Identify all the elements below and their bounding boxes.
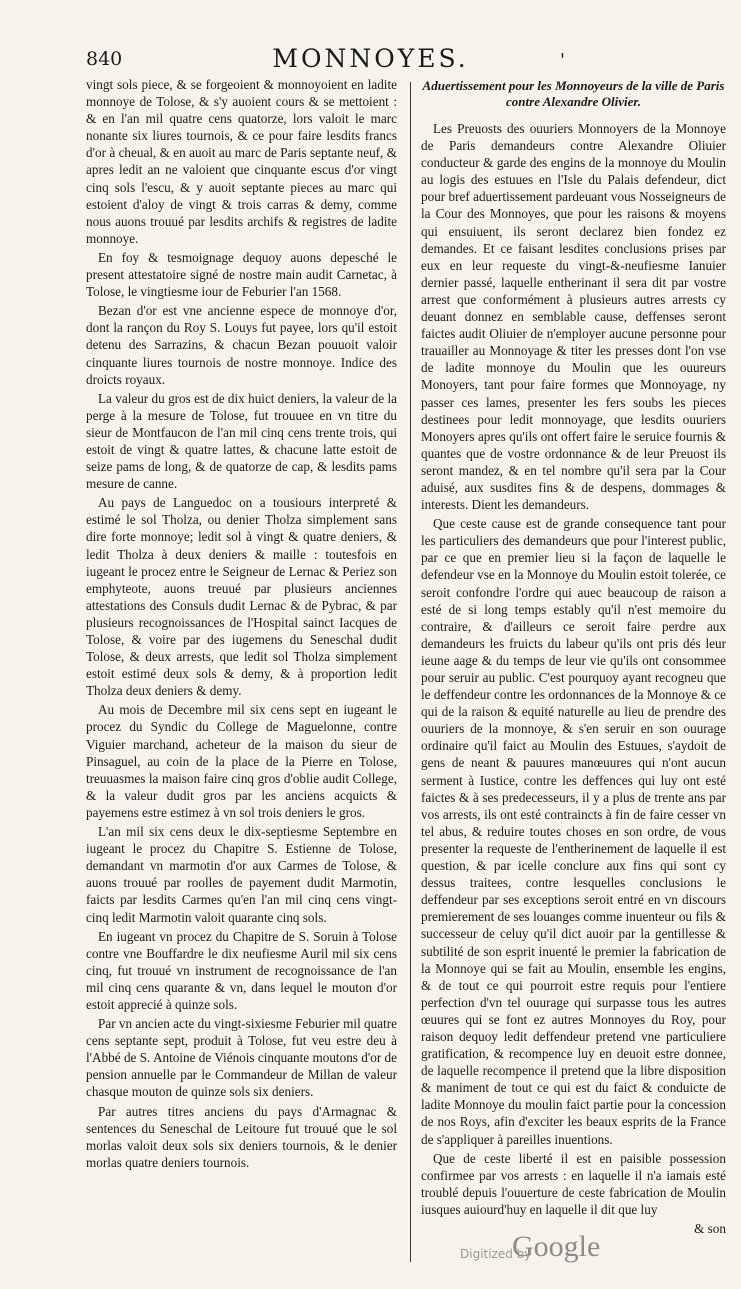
left-column xyxy=(86,76,397,1173)
column-divider xyxy=(410,82,411,1262)
left-paragraph-9: Par vn ancien acte du vingt-sixiesme Feburier mil quatre cens septante sept, produit à Tolose, fut veu estre deu à l'Abbé de S. Antoine de Viénois cinquante moutons d'or de pension annuelle par le Commandeur de Millan de valeur chasque mouton de quinze sols six deniers. xyxy=(86,1016,397,1100)
digitized-label: Digitized by xyxy=(460,1247,532,1261)
left-paragraph-7: L'an mil six cens deux le dix-septiesme Septembre en iugeant le procez du Chapitre S. Estienne de Tolose, demandant vn marmotin d'or aux Carmes de Tolose, & auons trouué par roolles de payement dudit Marmotin, faicts par lesdits Carmes qu'en l'an mil cinq cens vingt-cinq ledit Marmotin valoit quarante cinq sols. xyxy=(86,824,397,925)
catchword: & son xyxy=(694,1221,726,1236)
left-paragraph-5: Au pays de Languedoc on a tousiours interpreté & estimé le sol Tholza, ou denier Tholza simplement sans dire forte monnoye; ledit sol à vingt & quatre deniers, & ledit Tholza à deux deniers & maille : toutesfois en iugeant le procez entre le Seigneur de Lernac & Periez son emphyteote, auons treuué par plusieurs anciennes attestations des Consuls dudit Lernac & de Pybrac, & par plusieurs recognoissances de l'Hospital sainct Iacques de Tolose, & voire par des iugemens du Seneschal dudit Tolose, & deux arrests, que ledit sol Tholza simplement estoit estimé deux sols & demy, & à proportion ledit Tholza deux deniers & demy. xyxy=(86,495,397,699)
left-paragraph-8: En iugeant vn procez du Chapitre de S. Soruin à Tolose contre vne Bouffardre le dix neufiesme Auril mil six cens cinq, fut trouué vn instrument de recognoissance de l'an mil cinq cens quarante & vn, dans lequel le mouton d'or estoit apprecié à quinze sols. xyxy=(86,928,397,1012)
running-title: MONNOYES. xyxy=(272,44,469,73)
right-column xyxy=(421,76,726,1239)
right-paragraph-1: Les Preuosts des ouuriers Monnoyers de la Monnoye de Paris demandeurs contre Alexandre Oliuier conducteur & garde des engins de la monnoye du Moulin au logis des estuues en l'Isle du Palais defendeur, dict pour bref aduertissement pardeuant vous Nosseigneurs de la Cour des Monnoyes, que pour les raisons & moyens qui ensuiuent, ils seront declarez bien fondez ez demandes. Et ce faisant lesdites conclusions prises par eux en leur requeste du vingt-&-neufiesme Ianuier dernier passé, laquelle entherinant il sera dit par vostre arrest que conformément à plusieurs autres arrests cy deuant donnez en semblable cause, deffenses seront faictes audit Oliuier de n'employer aucune personne pour trauailler au Monnoyage & titer les presses dont l'on vse de ladite monnoye du Moulin que les ouureurs Monoyers, tant pour faire formes que Monnoyage, ny passer ces lames, presenter les fers soubs les pieces destinees pour ledit monnoyage, que lesdits ouuriers Monoyers apres qu'ils ont offert faire le seruice fournis & quantes que de vostre ordonnance & de leur Preuost ils seront mandez, & en tel nombre qu'il sera par la Cour aduisé, aux susdites fins & de despens, dommages & interests. Dient les demandeurs. xyxy=(421,121,726,513)
right-paragraph-3: Que de ceste liberté il est en paisible possession confirmee par vos arrests : en laquelle il n'a iamais esté troublé depuis l'ouuerture de ceste fabrication de Moulin iusques auiourd'huy en laquelle il dit que luy xyxy=(421,1150,726,1217)
left-paragraph-1: vingt sols piece, & se forgeoient & monnoyoient en ladite monnoye de Tolose, & s'y auoient cours & se mettoient : & en l'an mil quatre cens quatorze, lors valoit le marc nonante six liures tournois, & ce pour faire lesdits francs d'or à cheual, & en auoit au marc de Paris septante neuf, & apres ledit an ne valoient que cinquante escus d'or vingt cinq sols l'escu, & y auoit septante pieces au marc qui estoient d'aloy de vingt & trois carras & demy, comme nous auons trouué par lesdits archifs & registres de ladite monnoye. xyxy=(86,77,397,246)
section-heading: Aduertissement pour les Monnoyeurs de la ville de Paris contre Alexandre Olivier. xyxy=(422,78,725,109)
google-logo: Google xyxy=(512,1230,601,1263)
google-watermark xyxy=(430,1230,660,1266)
left-paragraph-3: Bezan d'or est vne ancienne espece de monnoye d'or, dont la rançon du Roy S. Louys fut payee, lors qu'il estoit detenu des Sarrazins, & chacun Bezan pouuoit valoir cinquante liures tournois de nostre monnoye. Indice des droicts royaux. xyxy=(86,303,397,387)
left-paragraph-6: Au mois de Decembre mil six cens sept en iugeant le procez du Syndic du College de Maguelonne, contre Viguier marchand, acheteur de la maison du sieur de Pinsaguel, au coin de la place de la Pierre en Tolose, treuuasmes la maison faire cinq gros d'oblie audit College, & la valeur dudit gros par les anciens acquicts & payemens estre estimez à vn sol trois deniers le gros. xyxy=(86,702,397,820)
right-paragraph-2: Que ceste cause est de grande consequence tant pour les particuliers des demandeurs que pour l'interest public, par ce que en premier lieu si la façon de laquelle le defendeur vse en la Monnoye du Moulin estoit tolerée, ce seroit confondre l'ordre qui auec beaucoup de raison a esté de si long temps estably qu'il n'est memoire du contraire, & d'ailleurs ce seroit faire perdre aux demandeurs les fruicts du labeur qu'ils ont pris dés leur ieune aage & du temps de leur vie qu'ils ont consommee pour seruir au public. C'est pourquoy ayant recogneu que le deffendeur contre les ordonnances de la Monnoye & ce qui de la raison & equité naturelle au lieu de prendre des ouuriers de la monnoye, & s'en seruir en son ouurage ordinaire qu'il faict au Moulin des Estuues, s'aydoit de gens de neant & pauures manœuures qui n'ont aucun serment à Iustice, contre les deffences qui luy ont esté faictes & à ses predecesseurs, il y a plus de trente ans par vos arrests, ils ont esté contraincts à fin de faire cesser vn tel abus, & reduire toutes choses en son ordre, de vous presenter la requeste de l'entherinement de laquelle il est question, & par icelle conclure aux fins qui sont cy dessus traitees, contre lesquelles conclusions le deffendeur par ses exceptions seroit entré en vn discours premierement de ses louanges comme inuenteur ou fils & successeur de celuy qu'il dict auoir par la gentillesse & subtilité de son esprit inuenté le premier la fabrication de la Monnoye qui se fait au Moulin, ensemble les engins, & de tout ce qui pourroit estre requis pour l'entiere perfection d'vn tel ouurage qui surpasse tous les autres œuures qui se font ez autres Monnoyes du Roy, pour raison dequoy ledit deffendeur pretend vne particuliere gratification, & recompence luy en deuoit estre donnee, de laquelle recompence il pretend que la libre disposition & maniment de tout ce qui est du faict & conduicte de ladite Monnoye du moulin faict partie pour la concession de nos Roys, afin d'exciter les beaux esprits de la France de s'appliquer à pareilles inuentions. xyxy=(421,516,726,1147)
left-paragraph-10: Par autres titres anciens du pays d'Armagnac & sentences du Seneschal de Leitoure fut trouué que le sol morlas valoit deux sols six deniers tournois, & le denier morlas quatre deniers tournois. xyxy=(86,1103,397,1170)
left-paragraph-2: En foy & tesmoignage dequoy auons depesché le present attestatoire signé de nostre main audit Carnetac, à Tolose, le vingtiesme iour de Feburier l'an 1568. xyxy=(86,249,397,300)
left-paragraph-4: La valeur du gros est de dix huict deniers, la valeur de la perge à la mesure de Tolose, fut trouuee en vn titre du sieur de Montfaucon de l'an mil cinq cens trente trois, qui estoit de vingt & quatre lattes, & chacune latte estoit de seize pams de long, & de quatorze de cap, & lesdits pams mesure de canne. xyxy=(86,390,397,492)
ornament-mark: ' xyxy=(560,50,565,71)
page-number: 840 xyxy=(86,48,123,70)
